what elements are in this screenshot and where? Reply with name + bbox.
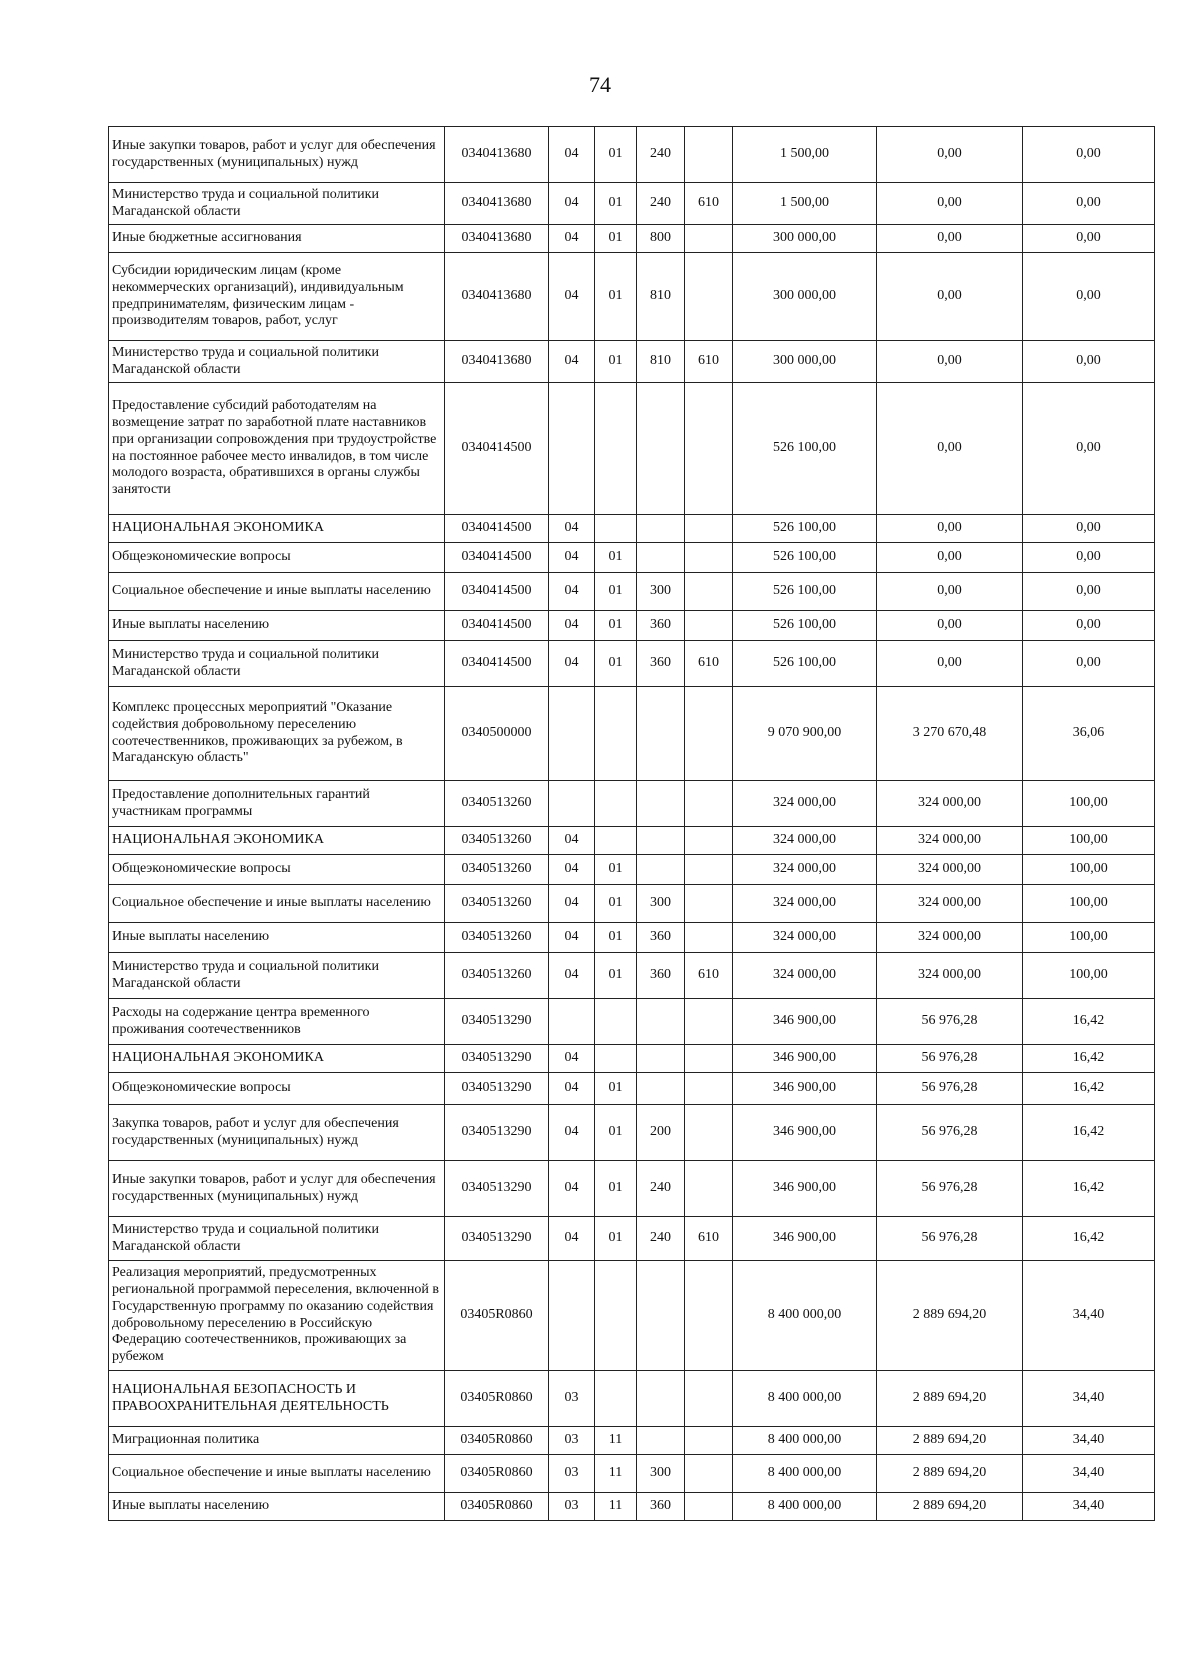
planned-amount: 346 900,00	[733, 999, 877, 1045]
target-article-code: 0340413680	[445, 225, 549, 253]
executed-amount: 56 976,28	[877, 999, 1023, 1045]
section-code: 04	[549, 885, 595, 923]
executed-amount: 0,00	[877, 515, 1023, 543]
row-name: Закупка товаров, работ и услуг для обеспечения государственных (муниципальных) нужд	[109, 1105, 445, 1161]
administrator-code	[685, 1161, 733, 1217]
subsection-code: 01	[595, 183, 637, 225]
executed-amount: 2 889 694,20	[877, 1427, 1023, 1455]
planned-amount: 300 000,00	[733, 253, 877, 341]
planned-amount: 526 100,00	[733, 543, 877, 573]
execution-percent: 0,00	[1023, 341, 1155, 383]
expense-type-code: 810	[637, 253, 685, 341]
target-article-code: 0340513290	[445, 1073, 549, 1105]
section-code	[549, 781, 595, 827]
executed-amount: 0,00	[877, 341, 1023, 383]
table-row	[109, 781, 1155, 827]
administrator-code: 610	[685, 183, 733, 225]
administrator-code	[685, 1493, 733, 1521]
planned-amount: 8 400 000,00	[733, 1371, 877, 1427]
section-code: 04	[549, 1105, 595, 1161]
executed-amount: 2 889 694,20	[877, 1261, 1023, 1371]
section-code	[549, 999, 595, 1045]
execution-percent: 0,00	[1023, 127, 1155, 183]
subsection-code: 01	[595, 127, 637, 183]
executed-amount: 56 976,28	[877, 1161, 1023, 1217]
execution-percent: 100,00	[1023, 953, 1155, 999]
executed-amount: 0,00	[877, 127, 1023, 183]
row-name: Социальное обеспечение и иные выплаты населению	[109, 573, 445, 611]
target-article-code: 0340513290	[445, 1161, 549, 1217]
execution-percent: 0,00	[1023, 515, 1155, 543]
table-row	[109, 1045, 1155, 1073]
table-row	[109, 1161, 1155, 1217]
expense-type-code: 810	[637, 341, 685, 383]
administrator-code	[685, 515, 733, 543]
table-row	[109, 827, 1155, 855]
subsection-code: 01	[595, 611, 637, 641]
subsection-code	[595, 1261, 637, 1371]
section-code: 04	[549, 1045, 595, 1073]
target-article-code: 03405R0860	[445, 1493, 549, 1521]
subsection-code: 01	[595, 225, 637, 253]
target-article-code: 03405R0860	[445, 1427, 549, 1455]
target-article-code: 0340414500	[445, 573, 549, 611]
section-code: 04	[549, 641, 595, 687]
section-code: 04	[549, 543, 595, 573]
row-name: Социальное обеспечение и иные выплаты населению	[109, 1455, 445, 1493]
executed-amount: 56 976,28	[877, 1217, 1023, 1261]
planned-amount: 526 100,00	[733, 611, 877, 641]
executed-amount: 2 889 694,20	[877, 1455, 1023, 1493]
target-article-code: 0340513260	[445, 855, 549, 885]
target-article-code: 0340413680	[445, 341, 549, 383]
subsection-code	[595, 1045, 637, 1073]
execution-percent: 16,42	[1023, 1073, 1155, 1105]
administrator-code	[685, 543, 733, 573]
executed-amount: 324 000,00	[877, 827, 1023, 855]
row-name: НАЦИОНАЛЬНАЯ ЭКОНОМИКА	[109, 827, 445, 855]
table-row	[109, 1493, 1155, 1521]
target-article-code: 0340513290	[445, 1105, 549, 1161]
table-row	[109, 127, 1155, 183]
planned-amount: 324 000,00	[733, 923, 877, 953]
subsection-code	[595, 781, 637, 827]
administrator-code	[685, 611, 733, 641]
expense-type-code	[637, 383, 685, 515]
planned-amount: 300 000,00	[733, 225, 877, 253]
row-name: Общеэкономические вопросы	[109, 855, 445, 885]
execution-percent: 0,00	[1023, 543, 1155, 573]
subsection-code: 01	[595, 885, 637, 923]
section-code: 04	[549, 827, 595, 855]
execution-percent: 100,00	[1023, 781, 1155, 827]
executed-amount: 56 976,28	[877, 1073, 1023, 1105]
row-name: Предоставление субсидий работодателям на возмещение затрат по заработной плате наставников при организации сопровождения при трудоустройстве на постоянное рабочее место инвалидов, в том числе молодого возраста, обратившихся в органы службы занятости	[109, 383, 445, 515]
administrator-code	[685, 1371, 733, 1427]
execution-percent: 100,00	[1023, 885, 1155, 923]
expense-type-code: 240	[637, 183, 685, 225]
target-article-code: 0340413680	[445, 253, 549, 341]
section-code: 03	[549, 1455, 595, 1493]
expense-type-code: 240	[637, 1161, 685, 1217]
table-row	[109, 183, 1155, 225]
executed-amount: 0,00	[877, 183, 1023, 225]
expense-type-code	[637, 543, 685, 573]
subsection-code	[595, 999, 637, 1045]
expense-type-code	[637, 781, 685, 827]
expense-type-code	[637, 1371, 685, 1427]
row-name: НАЦИОНАЛЬНАЯ БЕЗОПАСНОСТЬ И ПРАВООХРАНИТЕЛЬНАЯ ДЕЯТЕЛЬНОСТЬ	[109, 1371, 445, 1427]
executed-amount: 56 976,28	[877, 1045, 1023, 1073]
row-name: Социальное обеспечение и иные выплаты населению	[109, 885, 445, 923]
table-row	[109, 999, 1155, 1045]
target-article-code: 0340414500	[445, 383, 549, 515]
executed-amount: 0,00	[877, 641, 1023, 687]
execution-percent: 0,00	[1023, 253, 1155, 341]
administrator-code	[685, 781, 733, 827]
target-article-code: 0340513260	[445, 885, 549, 923]
execution-percent: 0,00	[1023, 641, 1155, 687]
execution-percent: 0,00	[1023, 573, 1155, 611]
planned-amount: 526 100,00	[733, 383, 877, 515]
section-code	[549, 383, 595, 515]
executed-amount: 0,00	[877, 543, 1023, 573]
expense-type-code	[637, 1427, 685, 1455]
planned-amount: 346 900,00	[733, 1105, 877, 1161]
section-code: 04	[549, 225, 595, 253]
expense-type-code	[637, 1261, 685, 1371]
execution-percent: 100,00	[1023, 827, 1155, 855]
row-name: Иные бюджетные ассигнования	[109, 225, 445, 253]
row-name: Общеэкономические вопросы	[109, 543, 445, 573]
expense-type-code: 300	[637, 1455, 685, 1493]
executed-amount: 3 270 670,48	[877, 687, 1023, 781]
row-name: Министерство труда и социальной политики Магаданской области	[109, 183, 445, 225]
target-article-code: 0340500000	[445, 687, 549, 781]
row-name: Реализация мероприятий, предусмотренных региональной программой переселения, включенной в Государственную программу по оказанию содействия добровольному переселению в Российскую Федерацию соотечественников, проживающих за рубежом	[109, 1261, 445, 1371]
administrator-code	[685, 923, 733, 953]
administrator-code	[685, 1105, 733, 1161]
planned-amount: 8 400 000,00	[733, 1493, 877, 1521]
subsection-code: 01	[595, 573, 637, 611]
execution-percent: 16,42	[1023, 1217, 1155, 1261]
expense-type-code: 360	[637, 953, 685, 999]
execution-percent: 16,42	[1023, 999, 1155, 1045]
execution-percent: 16,42	[1023, 1045, 1155, 1073]
table-row	[109, 1073, 1155, 1105]
row-name: Общеэкономические вопросы	[109, 1073, 445, 1105]
administrator-code: 610	[685, 341, 733, 383]
section-code	[549, 1261, 595, 1371]
planned-amount: 526 100,00	[733, 515, 877, 543]
executed-amount: 0,00	[877, 383, 1023, 515]
target-article-code: 0340513260	[445, 923, 549, 953]
row-name: Иные выплаты населению	[109, 923, 445, 953]
planned-amount: 324 000,00	[733, 827, 877, 855]
execution-percent: 34,40	[1023, 1427, 1155, 1455]
expense-type-code: 360	[637, 641, 685, 687]
section-code: 04	[549, 515, 595, 543]
target-article-code: 0340413680	[445, 183, 549, 225]
subsection-code	[595, 687, 637, 781]
expense-type-code	[637, 687, 685, 781]
expense-type-code: 300	[637, 573, 685, 611]
execution-percent: 34,40	[1023, 1455, 1155, 1493]
execution-percent: 100,00	[1023, 923, 1155, 953]
subsection-code: 01	[595, 953, 637, 999]
subsection-code: 01	[595, 253, 637, 341]
target-article-code: 0340414500	[445, 515, 549, 543]
expense-type-code	[637, 515, 685, 543]
planned-amount: 324 000,00	[733, 953, 877, 999]
target-article-code: 0340413680	[445, 127, 549, 183]
administrator-code: 610	[685, 953, 733, 999]
target-article-code: 0340513290	[445, 999, 549, 1045]
target-article-code: 03405R0860	[445, 1371, 549, 1427]
expense-type-code	[637, 999, 685, 1045]
table-row	[109, 225, 1155, 253]
subsection-code: 11	[595, 1427, 637, 1455]
table-row	[109, 687, 1155, 781]
administrator-code	[685, 855, 733, 885]
expense-type-code: 240	[637, 1217, 685, 1261]
expense-type-code: 200	[637, 1105, 685, 1161]
subsection-code: 01	[595, 855, 637, 885]
row-name: Предоставление дополнительных гарантий участникам программы	[109, 781, 445, 827]
execution-percent: 34,40	[1023, 1371, 1155, 1427]
planned-amount: 8 400 000,00	[733, 1455, 877, 1493]
execution-percent: 16,42	[1023, 1105, 1155, 1161]
executed-amount: 56 976,28	[877, 1105, 1023, 1161]
subsection-code	[595, 383, 637, 515]
row-name: Министерство труда и социальной политики Магаданской области	[109, 953, 445, 999]
section-code: 03	[549, 1427, 595, 1455]
subsection-code	[595, 515, 637, 543]
expense-type-code: 360	[637, 611, 685, 641]
target-article-code: 03405R0860	[445, 1455, 549, 1493]
planned-amount: 346 900,00	[733, 1217, 877, 1261]
planned-amount: 8 400 000,00	[733, 1261, 877, 1371]
execution-percent: 0,00	[1023, 183, 1155, 225]
subsection-code: 11	[595, 1455, 637, 1493]
subsection-code: 01	[595, 1073, 637, 1105]
expense-type-code	[637, 855, 685, 885]
page-number: 74	[589, 72, 611, 97]
section-code: 03	[549, 1371, 595, 1427]
table-row	[109, 341, 1155, 383]
row-name: Иные выплаты населению	[109, 1493, 445, 1521]
subsection-code: 01	[595, 1161, 637, 1217]
expense-type-code: 360	[637, 1493, 685, 1521]
executed-amount: 324 000,00	[877, 923, 1023, 953]
table-row	[109, 641, 1155, 687]
subsection-code: 01	[595, 341, 637, 383]
subsection-code: 01	[595, 641, 637, 687]
administrator-code	[685, 1073, 733, 1105]
table-row	[109, 1371, 1155, 1427]
table-row	[109, 573, 1155, 611]
executed-amount: 2 889 694,20	[877, 1493, 1023, 1521]
expense-type-code	[637, 1045, 685, 1073]
executed-amount: 0,00	[877, 611, 1023, 641]
section-code: 04	[549, 183, 595, 225]
section-code: 04	[549, 1073, 595, 1105]
row-name: Министерство труда и социальной политики Магаданской области	[109, 1217, 445, 1261]
table-row	[109, 1105, 1155, 1161]
table-row	[109, 923, 1155, 953]
section-code: 04	[549, 953, 595, 999]
execution-percent: 0,00	[1023, 225, 1155, 253]
administrator-code	[685, 1045, 733, 1073]
execution-percent: 36,06	[1023, 687, 1155, 781]
row-name: НАЦИОНАЛЬНАЯ ЭКОНОМИКА	[109, 515, 445, 543]
subsection-code: 01	[595, 543, 637, 573]
target-article-code: 0340513290	[445, 1217, 549, 1261]
expense-type-code: 360	[637, 923, 685, 953]
execution-percent: 16,42	[1023, 1161, 1155, 1217]
section-code: 04	[549, 341, 595, 383]
section-code: 04	[549, 855, 595, 885]
row-name: Субсидии юридическим лицам (кроме некоммерческих организаций), индивидуальным предпринимателям, физическим лицам - производителям товаров, работ, услуг	[109, 253, 445, 341]
row-name: Комплекс процессных мероприятий "Оказание содействия добровольному переселению соотечественников, проживающих за рубежом, в Магаданскую область"	[109, 687, 445, 781]
planned-amount: 346 900,00	[733, 1161, 877, 1217]
target-article-code: 0340414500	[445, 641, 549, 687]
administrator-code	[685, 225, 733, 253]
administrator-code	[685, 999, 733, 1045]
executed-amount: 0,00	[877, 225, 1023, 253]
target-article-code: 0340513260	[445, 953, 549, 999]
section-code: 04	[549, 923, 595, 953]
section-code: 04	[549, 611, 595, 641]
section-code: 04	[549, 127, 595, 183]
table-row	[109, 543, 1155, 573]
planned-amount: 346 900,00	[733, 1045, 877, 1073]
expense-type-code	[637, 827, 685, 855]
target-article-code: 0340513260	[445, 781, 549, 827]
administrator-code	[685, 573, 733, 611]
subsection-code: 01	[595, 923, 637, 953]
administrator-code	[685, 687, 733, 781]
section-code: 04	[549, 1161, 595, 1217]
expense-type-code	[637, 1073, 685, 1105]
row-name: Иные выплаты населению	[109, 611, 445, 641]
row-name: Расходы на содержание центра временного проживания соотечественников	[109, 999, 445, 1045]
execution-percent: 100,00	[1023, 855, 1155, 885]
table-row	[109, 1217, 1155, 1261]
table-row	[109, 1427, 1155, 1455]
expense-type-code: 800	[637, 225, 685, 253]
section-code: 04	[549, 1217, 595, 1261]
target-article-code: 03405R0860	[445, 1261, 549, 1371]
planned-amount: 9 070 900,00	[733, 687, 877, 781]
table-row	[109, 611, 1155, 641]
subsection-code: 01	[595, 1105, 637, 1161]
row-name: Министерство труда и социальной политики Магаданской области	[109, 341, 445, 383]
planned-amount: 324 000,00	[733, 781, 877, 827]
administrator-code	[685, 127, 733, 183]
target-article-code: 0340513290	[445, 1045, 549, 1073]
expense-type-code: 240	[637, 127, 685, 183]
table-row	[109, 885, 1155, 923]
executed-amount: 324 000,00	[877, 855, 1023, 885]
planned-amount: 526 100,00	[733, 573, 877, 611]
administrator-code: 610	[685, 641, 733, 687]
target-article-code: 0340414500	[445, 543, 549, 573]
subsection-code: 01	[595, 1217, 637, 1261]
executed-amount: 0,00	[877, 573, 1023, 611]
table-row	[109, 253, 1155, 341]
row-name: Миграционная политика	[109, 1427, 445, 1455]
planned-amount: 526 100,00	[733, 641, 877, 687]
table-row	[109, 1455, 1155, 1493]
section-code: 04	[549, 573, 595, 611]
planned-amount: 324 000,00	[733, 855, 877, 885]
table-row	[109, 515, 1155, 543]
executed-amount: 2 889 694,20	[877, 1371, 1023, 1427]
execution-percent: 34,40	[1023, 1261, 1155, 1371]
administrator-code	[685, 1455, 733, 1493]
planned-amount: 8 400 000,00	[733, 1427, 877, 1455]
budget-table	[108, 126, 1155, 1521]
planned-amount: 300 000,00	[733, 341, 877, 383]
row-name: НАЦИОНАЛЬНАЯ ЭКОНОМИКА	[109, 1045, 445, 1073]
administrator-code	[685, 1261, 733, 1371]
table-row	[109, 383, 1155, 515]
row-name: Иные закупки товаров, работ и услуг для обеспечения государственных (муниципальных) нужд	[109, 1161, 445, 1217]
administrator-code	[685, 827, 733, 855]
execution-percent: 0,00	[1023, 611, 1155, 641]
executed-amount: 0,00	[877, 253, 1023, 341]
execution-percent: 0,00	[1023, 383, 1155, 515]
target-article-code: 0340414500	[445, 611, 549, 641]
subsection-code	[595, 1371, 637, 1427]
planned-amount: 1 500,00	[733, 127, 877, 183]
administrator-code: 610	[685, 1217, 733, 1261]
table-row	[109, 953, 1155, 999]
administrator-code	[685, 253, 733, 341]
target-article-code: 0340513260	[445, 827, 549, 855]
planned-amount: 324 000,00	[733, 885, 877, 923]
administrator-code	[685, 383, 733, 515]
subsection-code	[595, 827, 637, 855]
executed-amount: 324 000,00	[877, 885, 1023, 923]
execution-percent: 34,40	[1023, 1493, 1155, 1521]
subsection-code: 11	[595, 1493, 637, 1521]
expense-type-code: 300	[637, 885, 685, 923]
row-name: Иные закупки товаров, работ и услуг для обеспечения государственных (муниципальных) нужд	[109, 127, 445, 183]
table-row	[109, 1261, 1155, 1371]
administrator-code	[685, 1427, 733, 1455]
planned-amount: 346 900,00	[733, 1073, 877, 1105]
executed-amount: 324 000,00	[877, 953, 1023, 999]
table-body	[109, 127, 1155, 1521]
executed-amount: 324 000,00	[877, 781, 1023, 827]
section-code: 03	[549, 1493, 595, 1521]
table-row	[109, 855, 1155, 885]
row-name: Министерство труда и социальной политики Магаданской области	[109, 641, 445, 687]
section-code	[549, 687, 595, 781]
administrator-code	[685, 885, 733, 923]
planned-amount: 1 500,00	[733, 183, 877, 225]
section-code: 04	[549, 253, 595, 341]
